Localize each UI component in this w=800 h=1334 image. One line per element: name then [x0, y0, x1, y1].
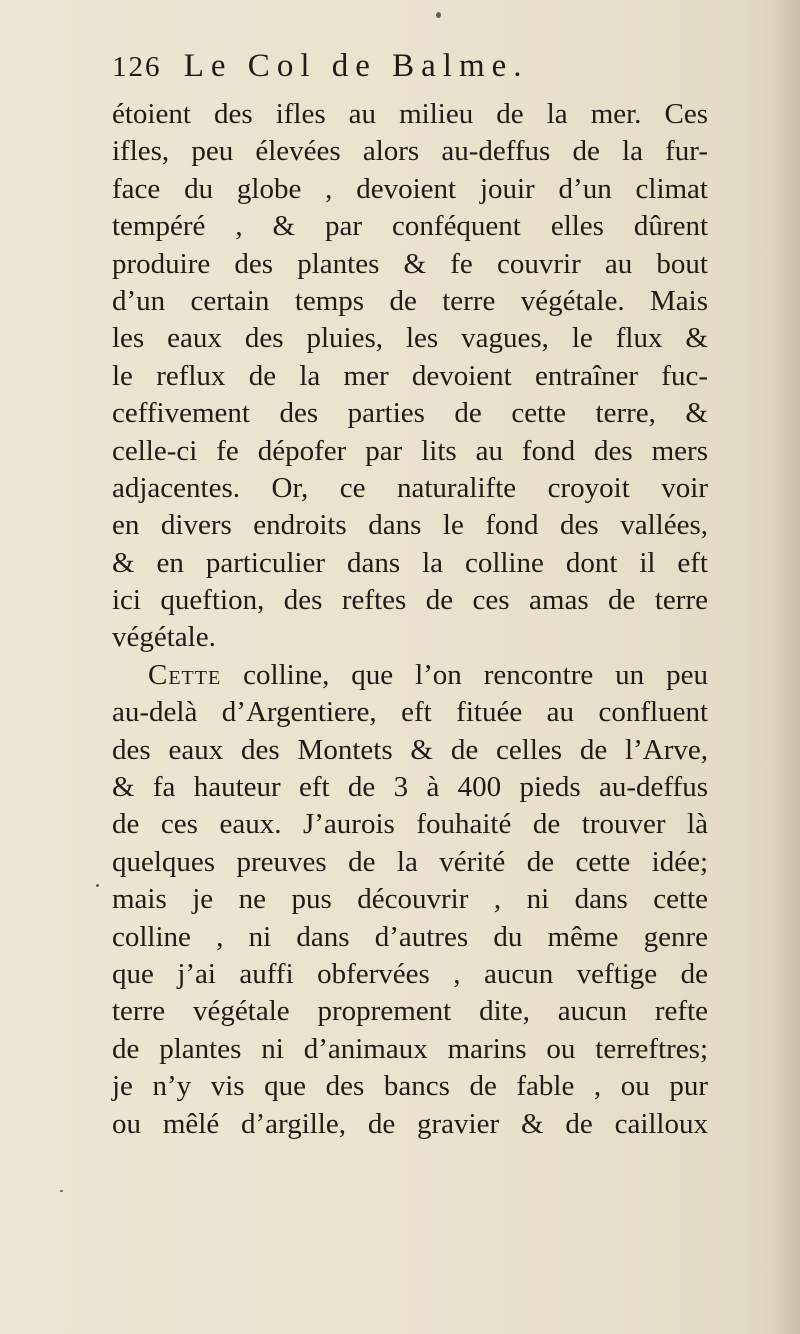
- text-line: face du globe , devoient jouir d’un climat: [112, 172, 708, 205]
- text-line: le reflux de la mer devoient entraîner fuc-: [112, 359, 708, 392]
- page-number: 126: [112, 51, 162, 83]
- text-line: ceffivement des parties de cette terre, &: [112, 397, 708, 430]
- text-line: au-delà d’Argentiere, eft fituée au confluent: [112, 696, 708, 729]
- paragraph: [112, 657, 708, 1143]
- page-edge-shadow: [774, 0, 800, 1334]
- ink-speck: [436, 12, 441, 18]
- text-line: terre végétale proprement dite, aucun refte: [112, 995, 708, 1028]
- text-line: ou mêlé d’argille, de gravier & de cailloux: [112, 1107, 708, 1140]
- text-line: & fa hauteur eft de 3 à 400 pieds au-deffus: [112, 771, 708, 804]
- ink-speck: [96, 884, 99, 887]
- text-line: produire des plantes & fe couvrir au bout: [112, 247, 708, 280]
- text-line: je n’y vis que des bancs de fable , ou pur: [112, 1070, 708, 1103]
- text-line: de plantes ni d’animaux marins ou terreftres;: [112, 1032, 708, 1065]
- small-caps-opening: Cette: [148, 658, 222, 691]
- running-head: [112, 48, 712, 88]
- text-line: de ces eaux. J’aurois fouhaité de trouver là: [112, 808, 708, 841]
- text-line: étoient des ifles au milieu de la mer. Ces: [112, 98, 708, 130]
- text-line: & en particulier dans la colline dont il eft: [112, 546, 708, 579]
- text-line: ici queftion, des reftes de ces amas de terre: [112, 584, 708, 617]
- ink-speck: [60, 1190, 63, 1192]
- first-line-text: colline, que l’on rencontre un peu: [221, 658, 708, 691]
- paragraph: [112, 96, 708, 657]
- text-line: les eaux des pluies, les vagues, le flux &: [112, 322, 708, 355]
- text-line: ifles, peu élevées alors au-deffus de la fur-: [112, 135, 708, 168]
- running-title: Le Col de Balme.: [183, 48, 529, 84]
- text-line: celle-ci fe dépofer par lits au fond des mers: [112, 434, 708, 467]
- text-line: tempéré , & par conféquent elles dûrent: [112, 210, 708, 243]
- paragraph-first-line: [112, 657, 708, 694]
- body-text: [112, 96, 708, 1143]
- text-line: des eaux des Montets & de celles de l’Arve,: [112, 733, 708, 766]
- text-line: adjacentes. Or, ce naturalifte croyoit voir: [112, 471, 708, 504]
- text-line: colline , ni dans d’autres du même genre: [112, 920, 708, 953]
- text-line: végétale.: [112, 621, 216, 654]
- text-line: en divers endroits dans le fond des vallées,: [112, 509, 708, 542]
- text-line: mais je ne pus découvrir , ni dans cette: [112, 883, 708, 916]
- text-line: d’un certain temps de terre végétale. Mais: [112, 284, 708, 317]
- text-line: que j’ai auffi obfervées , aucun veftige de: [112, 957, 708, 990]
- text-line: quelques preuves de la vérité de cette idée;: [112, 845, 708, 878]
